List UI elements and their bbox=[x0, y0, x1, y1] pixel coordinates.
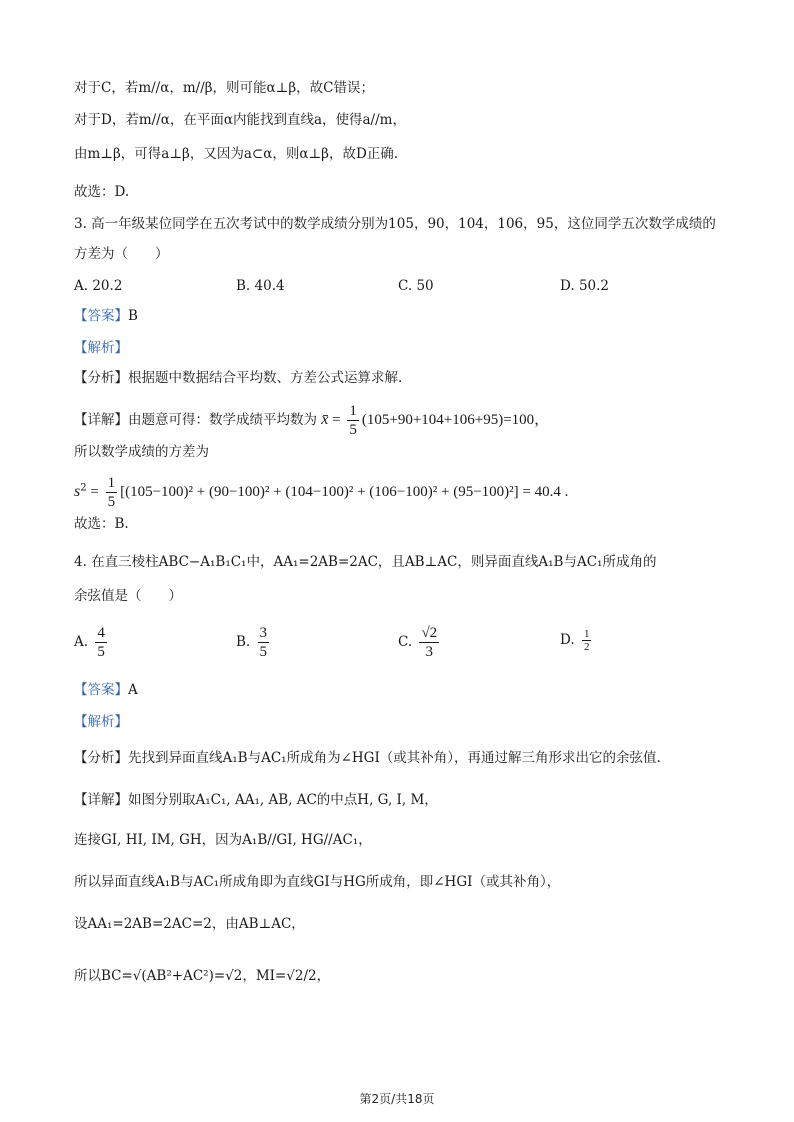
q4-answer: 【答案】A bbox=[74, 682, 138, 698]
q4-stem-line2: 余弦值是（ ） bbox=[74, 588, 182, 604]
q3-choice: 故选：B. bbox=[74, 516, 129, 532]
q4-stem-line1: 4. 在直三棱柱ABC−A₁B₁C₁中，AA₁=2AB=2AC，且AB⊥AC，则异面直线A₁B与AC₁所成角的 bbox=[74, 554, 657, 570]
q4-xiangjie: 【详解】如图分别取A₁C₁, AA₁, AB, AC的中点H, G, I, M， bbox=[74, 792, 438, 808]
q4-option-b: B. $\frac{3}{5}$ bbox=[236, 625, 268, 660]
q4-angle: 所以异面直线A₁B与AC₁所成角即为直线GI与HG所成角，即∠HGI（或其补角）， bbox=[74, 874, 561, 890]
line-c-case: 对于C，若m//α，m//β，则可能α⊥β，故C错误； bbox=[74, 80, 374, 96]
q3-option-c: C. 50 bbox=[398, 278, 434, 294]
q3-answer: 【答案】B bbox=[74, 308, 138, 324]
q4-connect: 连接GI, HI, IM, GH，因为A₁B//GI, HG//AC₁， bbox=[74, 832, 372, 848]
q3-variance-expr: $s^2$ = $\frac{1}{5}$ [(105−100)² + (90−100)² + (104−100)² + (106−100)² + (95−100)²] = 40.4 . bbox=[74, 475, 569, 510]
q3-option-b: B. 40.4 bbox=[236, 278, 285, 294]
q4-fenxi: 【分析】先找到异面直线A₁B与AC₁所成角为∠HGI（或其补角），再通过解三角形求出它的余弦值. bbox=[74, 750, 661, 766]
q4-jiexi-tag: 【解析】 bbox=[74, 714, 128, 730]
q3-fenxi: 【分析】根据题中数据结合平均数、方差公式运算求解. bbox=[74, 370, 403, 386]
q3-option-a: A. 20.2 bbox=[74, 278, 123, 294]
q4-option-d: D. $\frac{1}{2}$ bbox=[560, 628, 590, 653]
q3-stem-line1: 3. 高一年级某位同学在五次考试中的数学成绩分别为105，90，104，106，95，这位同学五次数学成绩的 bbox=[74, 216, 716, 232]
line-d-case2: 由m⊥β，可得a⊥β，又因为a⊂α，则α⊥β，故D正确. bbox=[74, 146, 399, 162]
q3-stem-line2: 方差为（ ） bbox=[74, 246, 169, 262]
q4-option-c: C. $\frac{√2}{3}$ bbox=[398, 625, 438, 660]
q3-xiangjie: 【详解】由题意可得：数学成绩平均数为 x̄ = $\frac{1}{5}$ (105+90+104+106+95)=100， bbox=[74, 403, 550, 438]
q3-option-d: D. 50.2 bbox=[560, 278, 609, 294]
q4-set: 设AA₁=2AB=2AC=2，由AB⊥AC， bbox=[74, 916, 305, 932]
page-footer: 第2页/共18页 bbox=[359, 1092, 435, 1106]
q4-option-a: A. $\frac{4}{5}$ bbox=[74, 625, 105, 660]
q3-jiexi-tag: 【解析】 bbox=[74, 340, 128, 356]
q4-bc: 所以BC=√(AB²+AC²)=√2，MI=√2/2， bbox=[74, 968, 331, 984]
q3-variance-intro: 所以数学成绩的方差为 bbox=[74, 444, 209, 460]
line-choice-prev: 故选：D. bbox=[74, 184, 130, 200]
line-d-case: 对于D，若m//α，在平面α内能找到直线a，使得a//m， bbox=[74, 112, 406, 128]
